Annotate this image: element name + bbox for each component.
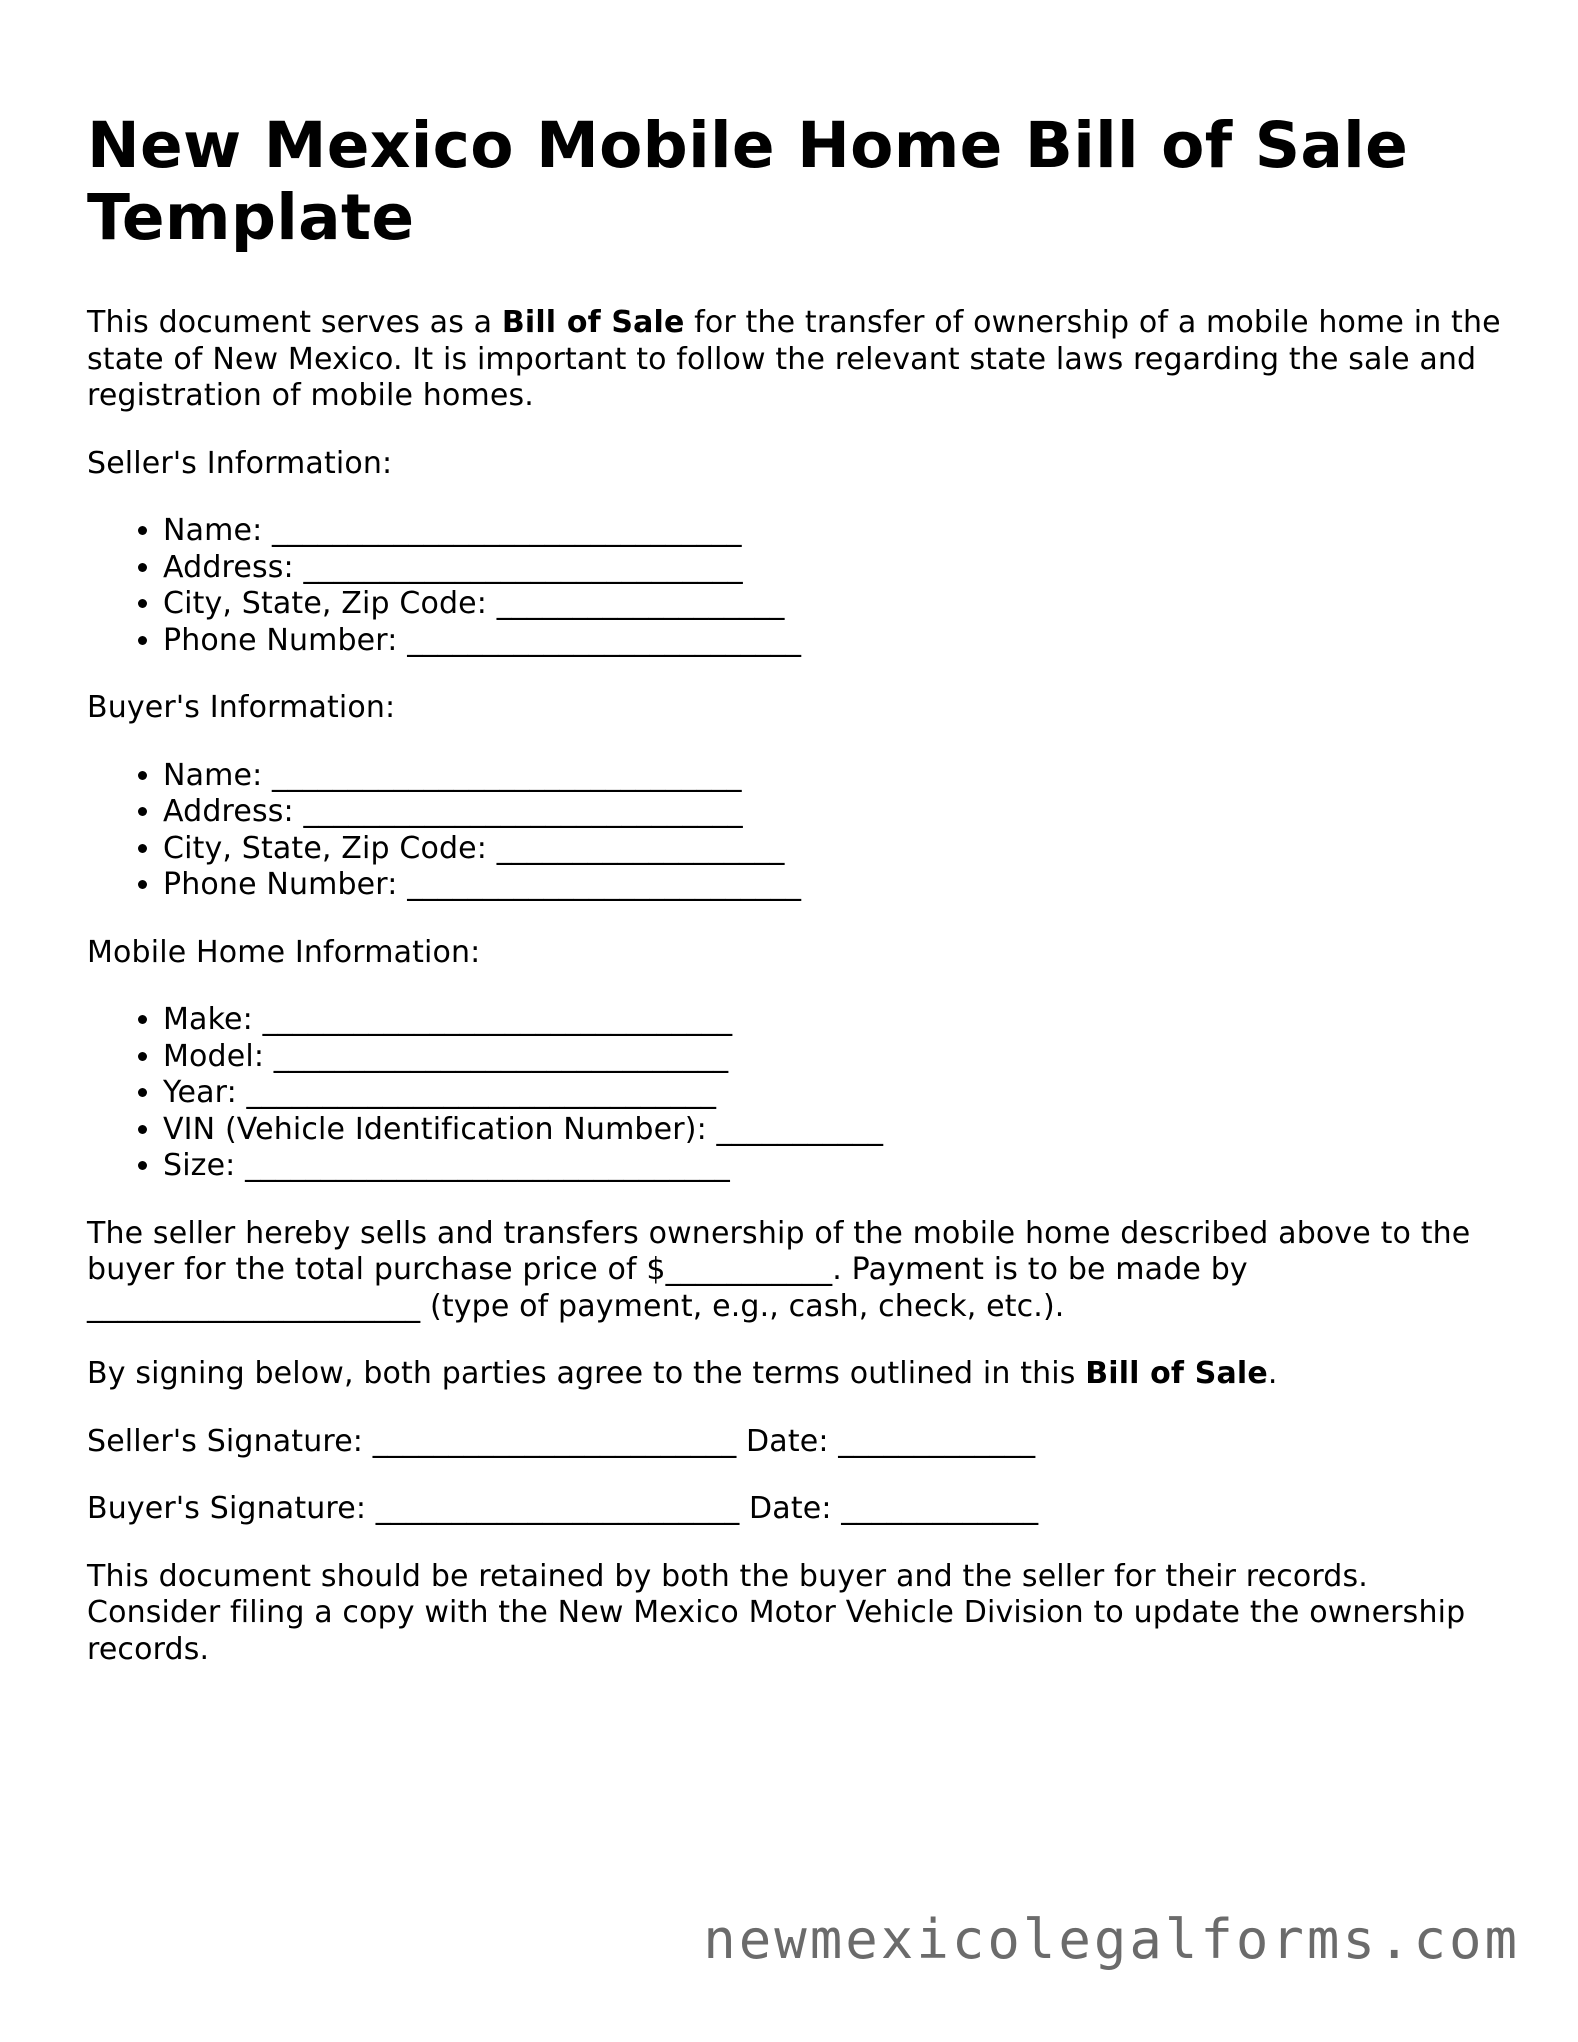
seller-phone-field: • Phone Number: __________________________: [163, 623, 1507, 660]
agreement-text-end: .: [1267, 1356, 1278, 1391]
agreement-paragraph: [87, 1356, 1507, 1393]
closing-paragraph: This document should be retained by both the buyer and the seller for their records. Consider filing a copy with the New Mexico Motor Vehicle Division to update the ownership records.: [87, 1558, 1466, 1667]
intro-text-start: This document serves as a: [87, 305, 502, 340]
transfer-paragraph: The seller hereby sells and transfers ownership of the mobile home described above to the buyer for the total purchase price of $___________. Payment is to be made by ______________________ (type of payment, e.g., cash, check, etc.).: [87, 1215, 1471, 1324]
page-title: New Mexico Mobile Home Bill of Sale Template: [87, 109, 1409, 254]
buyer-signature-line: Buyer's Signature: ________________________ Date: _____________: [87, 1491, 1039, 1526]
mobile-home-size-field: • Size: ________________________________: [163, 1148, 1507, 1185]
buyer-address-field: • Address: _____________________________: [163, 794, 1507, 831]
intro-paragraph: [87, 305, 1507, 415]
mobile-home-model-field: • Model: ______________________________: [163, 1039, 1507, 1076]
mobile-home-year-field: • Year: _______________________________: [163, 1075, 1507, 1112]
mobile-home-field-list: [87, 1002, 1507, 1185]
agreement-bold-term: Bill of Sale: [1085, 1356, 1268, 1391]
buyer-city-state-zip-field: • City, State, Zip Code: ___________________: [163, 831, 1507, 868]
footer-watermark: newmexicolegalforms.com: [703, 1908, 1520, 1971]
buyer-section-heading: Buyer's Information:: [87, 690, 396, 725]
mobile-home-make-field: • Make: _______________________________: [163, 1002, 1507, 1039]
mobile-home-vin-field: • VIN (Vehicle Identification Number): ___________: [163, 1112, 1507, 1149]
seller-name-field: • Name: _______________________________: [163, 513, 1507, 550]
buyer-field-list: [87, 758, 1507, 904]
agreement-text-start: By signing below, both parties agree to the terms outlined in this: [87, 1356, 1086, 1391]
buyer-name-field: • Name: _______________________________: [163, 758, 1507, 795]
seller-field-list: [87, 513, 1507, 659]
document-page: [87, 110, 1507, 1699]
intro-bold-term: Bill of Sale: [501, 305, 685, 340]
buyer-phone-field: • Phone Number: __________________________: [163, 867, 1507, 904]
seller-city-state-zip-field: • City, State, Zip Code: ___________________: [163, 586, 1507, 623]
mobile-home-section-heading: Mobile Home Information:: [87, 934, 481, 970]
seller-signature-line: Seller's Signature: ________________________ Date: _____________: [87, 1423, 1036, 1459]
intro-text-end: for the transfer of ownership of a mobile home in the state of New Mexico. It is important to follow the relevant state laws regarding the sale and registration of mobile homes.: [87, 305, 1501, 413]
seller-address-field: • Address: _____________________________: [163, 550, 1507, 587]
seller-section-heading: Seller's Information:: [87, 445, 393, 481]
